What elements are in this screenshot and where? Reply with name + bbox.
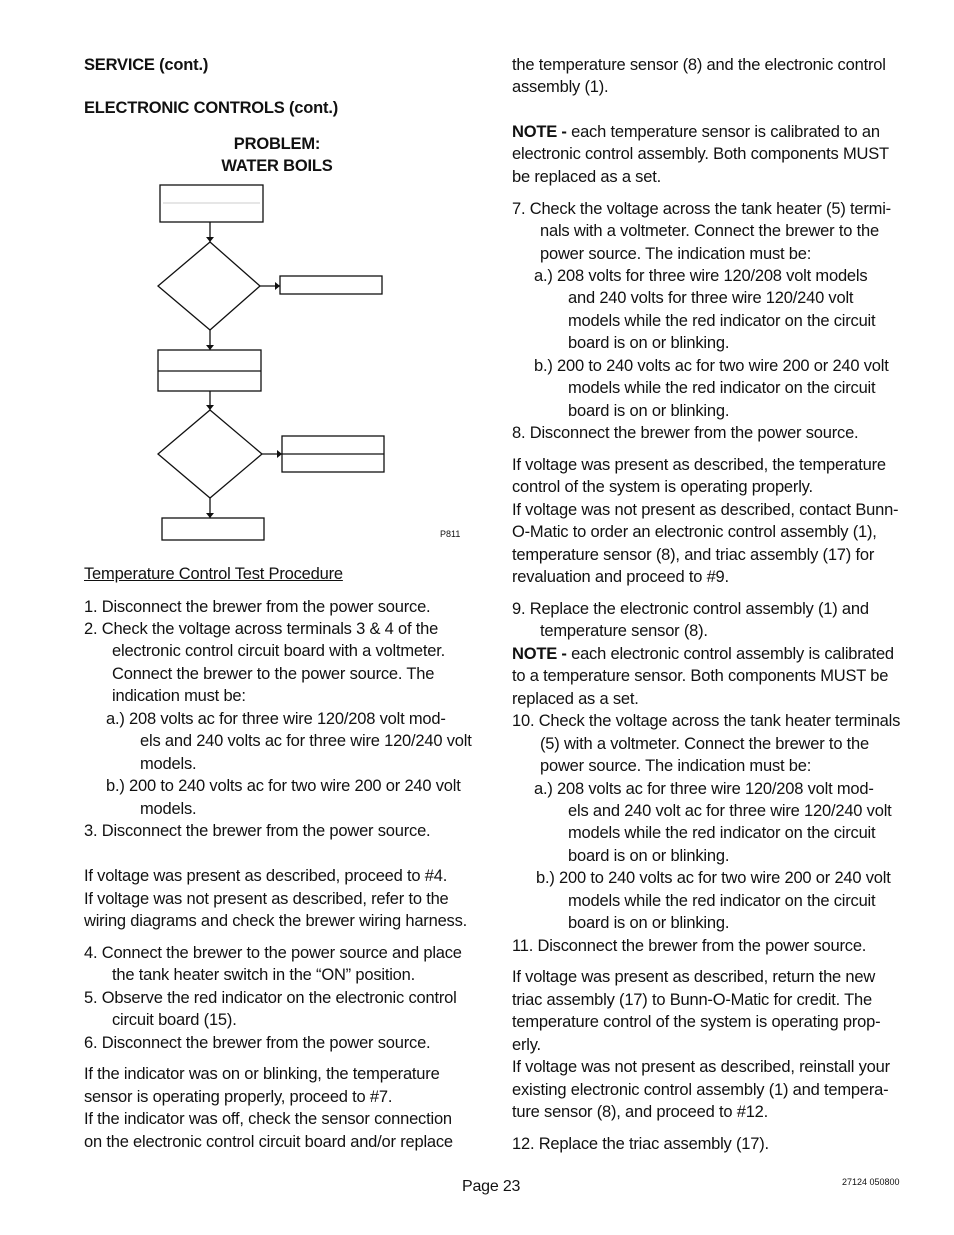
step-5-line-2: circuit board (15). bbox=[112, 1011, 237, 1029]
para-3-line-3: If voltage was not present as described, contact Bunn- bbox=[512, 501, 899, 519]
step-10a-line-4: board is on or blinking. bbox=[568, 847, 730, 865]
para-2-line-4: on the electronic control circuit board and/or replace bbox=[84, 1133, 453, 1151]
step-10b-line-2: models while the red indicator on the circuit bbox=[568, 892, 876, 910]
para-4-line-7: ture sensor (8), and proceed to #12. bbox=[512, 1103, 769, 1121]
step-1: 1. Disconnect the brewer from the power source. bbox=[84, 598, 431, 616]
step-7a-line-1: a.) 208 volts for three wire 120/208 volt models bbox=[534, 267, 868, 285]
step-7-line-3: power source. The indication must be: bbox=[540, 245, 812, 263]
step-2-line-2: electronic control circuit board with a voltmeter. bbox=[112, 642, 445, 660]
note-1-line-2: electronic control assembly. Both components MUST bbox=[512, 145, 889, 163]
flowchart-problem-name: WATER BOILS bbox=[221, 157, 333, 175]
para-3-line-1: If voltage was present as described, the temperature bbox=[512, 456, 886, 474]
step-9-line-2: temperature sensor (8). bbox=[540, 622, 708, 640]
step-2a-line-1: a.) 208 volts ac for three wire 120/208 volt mod- bbox=[106, 710, 446, 728]
step-7a-line-2: and 240 volts for three wire 120/240 volt bbox=[568, 289, 854, 307]
service-heading: SERVICE (cont.) bbox=[84, 56, 209, 74]
para-2-line-3: If the indicator was off, check the sensor connection bbox=[84, 1110, 452, 1128]
note-1-line-3: be replaced as a set. bbox=[512, 168, 661, 186]
para-3-line-4: O-Matic to order an electronic control assembly (1), bbox=[512, 523, 877, 541]
step-10b-line-1: b.) 200 to 240 volts ac for two wire 200 or 240 volt bbox=[536, 869, 891, 887]
step-3: 3. Disconnect the brewer from the power source. bbox=[84, 822, 431, 840]
step-6: 6. Disconnect the brewer from the power source. bbox=[84, 1034, 431, 1052]
para-1-line-1: If voltage was present as described, proceed to #4. bbox=[84, 867, 448, 885]
step-4-line-1: 4. Connect the brewer to the power source and place bbox=[84, 944, 462, 962]
para-1-line-2: If voltage was not present as described, refer to the bbox=[84, 890, 449, 908]
para-4-line-1: If voltage was present as described, return the new bbox=[512, 968, 876, 986]
step-11: 11. Disconnect the brewer from the power source. bbox=[512, 937, 867, 955]
step-2-line-4: indication must be: bbox=[112, 687, 246, 705]
para-4-line-6: existing electronic control assembly (1) and tempera- bbox=[512, 1081, 889, 1099]
step-10b-line-3: board is on or blinking. bbox=[568, 914, 730, 932]
step-12: 12. Replace the triac assembly (17). bbox=[512, 1135, 769, 1153]
cont-line-1: the temperature sensor (8) and the electronic control bbox=[512, 56, 886, 74]
flowchart-diagram bbox=[150, 178, 470, 548]
step-7a-line-4: board is on or blinking. bbox=[568, 334, 730, 352]
note-2-line-2: to a temperature sensor. Both components MUST be bbox=[512, 667, 889, 685]
step-10-line-2: (5) with a voltmeter. Connect the brewer to the bbox=[540, 735, 870, 753]
step-7b-line-1: b.) 200 to 240 volts ac for two wire 200 or 240 volt bbox=[534, 357, 889, 375]
para-4-line-4: erly. bbox=[512, 1036, 541, 1054]
cont-line-2: assembly (1). bbox=[512, 78, 609, 96]
step-8: 8. Disconnect the brewer from the power source. bbox=[512, 424, 859, 442]
para-4-line-2: triac assembly (17) to Bunn-O-Matic for credit. The bbox=[512, 991, 872, 1009]
step-7b-line-3: board is on or blinking. bbox=[568, 402, 730, 420]
note-2-line-1: NOTE - each electronic control assembly is calibrated bbox=[512, 645, 894, 663]
para-3-line-5: temperature sensor (8), and triac assembly (17) for bbox=[512, 546, 875, 564]
step-2a-line-2: els and 240 volts ac for three wire 120/240 volt bbox=[140, 732, 472, 750]
note-2-line-3: replaced as a set. bbox=[512, 690, 639, 708]
flowchart-start-box bbox=[160, 185, 263, 222]
step-9-line-1: 9. Replace the electronic control assembly (1) and bbox=[512, 600, 869, 618]
para-4-line-3: temperature control of the system is operating prop- bbox=[512, 1013, 881, 1031]
step-5-line-1: 5. Observe the red indicator on the electronic control bbox=[84, 989, 457, 1007]
para-2-line-1: If the indicator was on or blinking, the temperature bbox=[84, 1065, 440, 1083]
step-7b-line-2: models while the red indicator on the circuit bbox=[568, 379, 876, 397]
step-10a-line-1: a.) 208 volts ac for three wire 120/208 volt mod- bbox=[534, 780, 874, 798]
procedure-title: Temperature Control Test Procedure bbox=[84, 565, 343, 583]
flowchart-problem-label: PROBLEM: bbox=[233, 135, 321, 153]
step-7-line-1: 7. Check the voltage across the tank heater (5) termi- bbox=[512, 200, 891, 218]
document-number: 27124 050800 bbox=[842, 1177, 900, 1187]
step-10-line-3: power source. The indication must be: bbox=[540, 757, 812, 775]
step-10a-line-3: models while the red indicator on the circuit bbox=[568, 824, 876, 842]
para-3-line-6: revaluation and proceed to #9. bbox=[512, 568, 729, 586]
step-2-line-3: Connect the brewer to the power source. The bbox=[112, 665, 435, 683]
flowchart-end-box bbox=[162, 518, 264, 540]
step-2-line-1: 2. Check the voltage across terminals 3 & 4 of the bbox=[84, 620, 439, 638]
step-10a-line-2: els and 240 volt ac for three wire 120/240 volt bbox=[568, 802, 892, 820]
flowchart-decision-2 bbox=[158, 410, 262, 498]
para-1-line-3: wiring diagrams and check the brewer wiring harness. bbox=[84, 912, 468, 930]
flowchart-side-box-1 bbox=[280, 276, 382, 294]
section-heading: ELECTRONIC CONTROLS (cont.) bbox=[84, 99, 338, 117]
para-2-line-2: sensor is operating properly, proceed to #7. bbox=[84, 1088, 393, 1106]
step-7a-line-3: models while the red indicator on the circuit bbox=[568, 312, 876, 330]
step-7-line-2: nals with a voltmeter. Connect the brewer to the bbox=[540, 222, 879, 240]
step-2b-line-1: b.) 200 to 240 volts ac for two wire 200 or 240 volt bbox=[106, 777, 461, 795]
flowchart-decision-1 bbox=[158, 242, 260, 330]
step-4-line-2: the tank heater switch in the “ON” position. bbox=[112, 966, 416, 984]
step-10-line-1: 10. Check the voltage across the tank heater terminals bbox=[512, 712, 901, 730]
figure-id: P811 bbox=[440, 529, 461, 539]
note-1-line-1: NOTE - each temperature sensor is calibrated to an bbox=[512, 123, 880, 141]
step-2b-line-2: models. bbox=[140, 800, 197, 818]
step-2a-line-3: models. bbox=[140, 755, 197, 773]
para-4-line-5: If voltage was not present as described, reinstall your bbox=[512, 1058, 890, 1076]
para-3-line-2: control of the system is operating properly. bbox=[512, 478, 813, 496]
page-number: Page 23 bbox=[462, 1178, 521, 1195]
